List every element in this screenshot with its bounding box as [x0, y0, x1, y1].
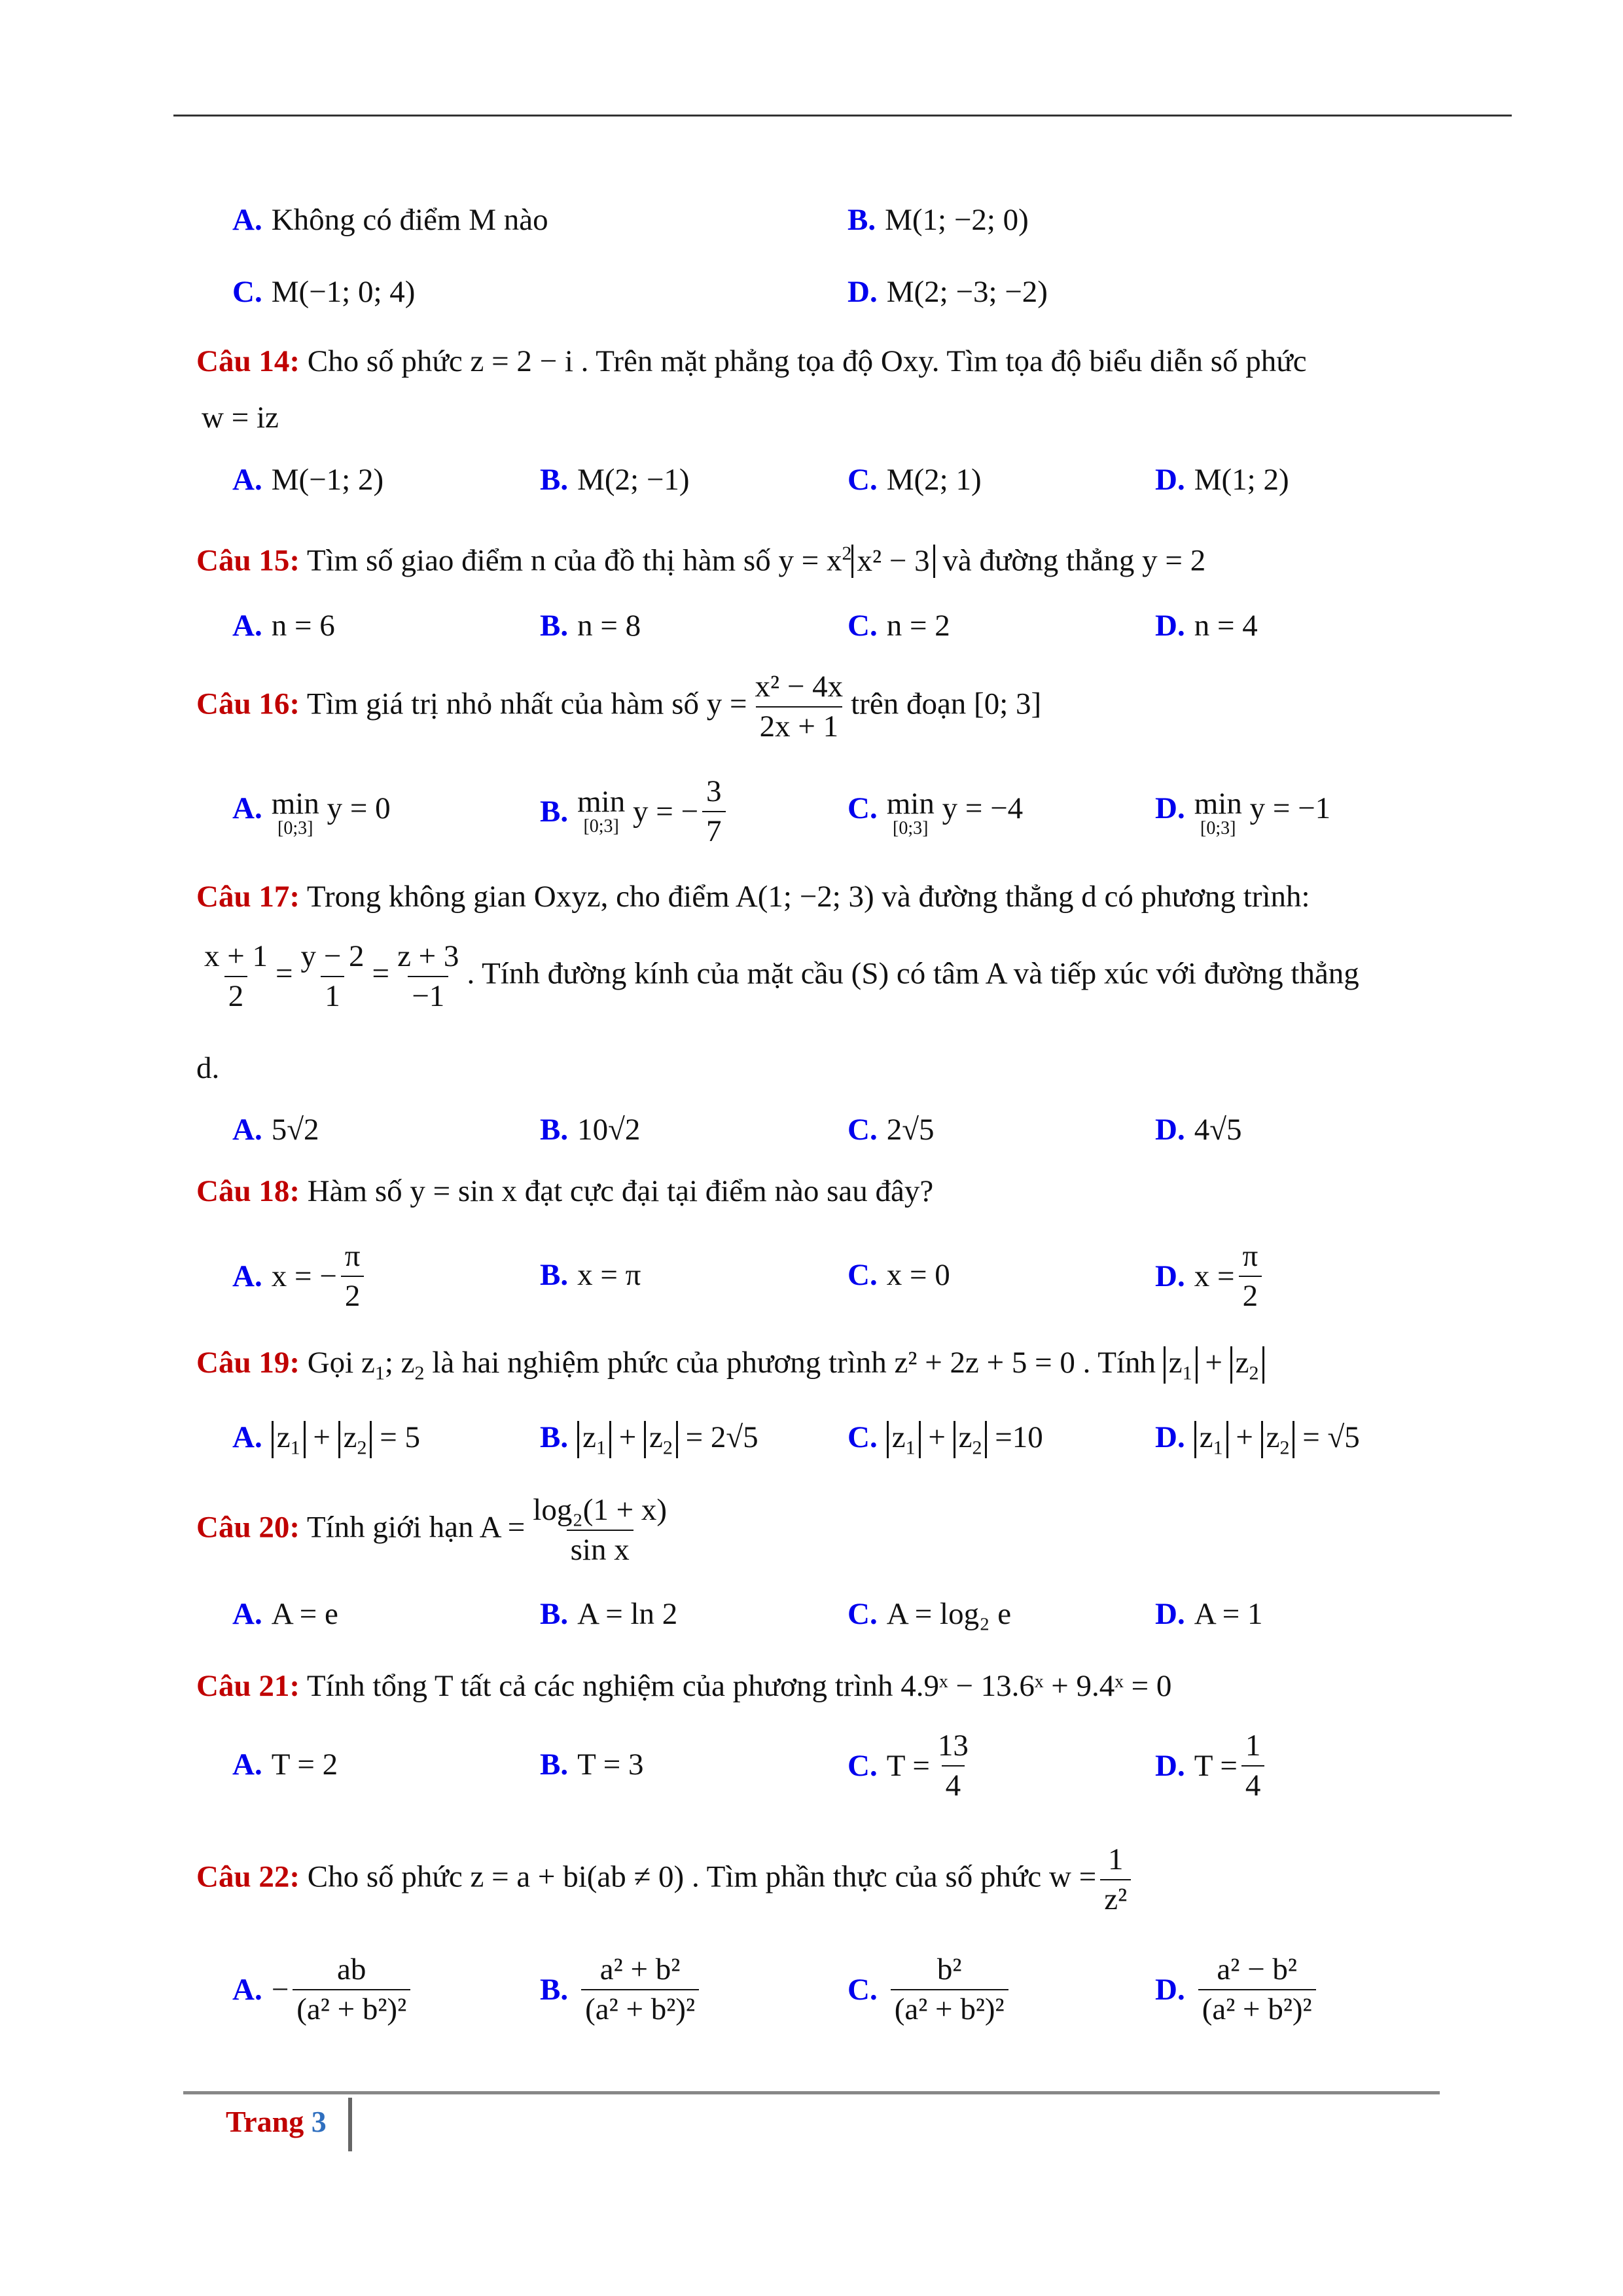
- q19-option-c: C. $z_1 + z_2 =10$: [847, 1420, 1043, 1459]
- q13-option-d: D. M(2; −3; −2): [847, 275, 1048, 309]
- q19-option-b: B. $z_1 + z_2 = 2√5$: [540, 1420, 758, 1459]
- q18-option-d: D. x = $\frac{\pi}{2}$: [1155, 1237, 1266, 1316]
- q22-option-a: A. − $\frac{ab}{\text{(a² + b²)²}}$: [232, 1950, 414, 2029]
- q21-option-a: A. T = 2: [232, 1748, 338, 1782]
- q14-option-b: B. M(2; −1): [540, 463, 690, 497]
- header-rule: [173, 115, 1512, 117]
- q20-option-b: B. A = ln 2: [540, 1597, 678, 1631]
- question-21: Câu 21: Tính tổng T tất cả các nghiệm của phương trình 4.9ˣ − 13.6ˣ + 9.4ˣ = 0: [196, 1669, 1172, 1703]
- q19-option-d: D. $z_1 + z_2 = √5$: [1155, 1420, 1360, 1459]
- footer-divider: [348, 2098, 352, 2151]
- q16-option-d: D. min [0;3] y = −1: [1155, 787, 1331, 838]
- question-17-end: d.: [196, 1051, 220, 1085]
- q22-option-b: B. $\frac{\text{a² + b²}}{\text{(a² + b²)²}}$: [540, 1950, 703, 2029]
- question-14: Câu 14: Cho số phức z = 2 − i . Trên mặt phẳng tọa độ Oxy. Tìm tọa độ biểu diễn số phức: [196, 344, 1307, 378]
- q17-option-c: C. 2√5: [847, 1113, 935, 1147]
- question-22: Câu 22: Cho số phức z = a + bi(ab ≠ 0) . Tìm phần thực của số phức w = $\frac{1}{\text{z²}}$: [196, 1840, 1135, 1919]
- question-15: Câu 15: Tìm số giao điểm n của đồ thị hàm số $y = x^2$ x² − 3 và đường thẳng y = 2: [196, 543, 1206, 578]
- question-16: Câu 16: Tìm giá trị nhỏ nhất của hàm số y = $\frac{\text{x² − 4x}}{2x + 1}$ trên đoạn [0; 3]: [196, 668, 1041, 746]
- q20-option-d: D. A = 1: [1155, 1597, 1263, 1631]
- question-20: Câu 20: Tính giới hạn A = $\frac{\text{log₂(1 + x)}}{\text{sin x}}$: [196, 1491, 675, 1570]
- q14-option-c: C. M(2; 1): [847, 463, 982, 497]
- q22-option-c: C. $\frac{\text{b²}}{\text{(a² + b²)²}}$: [847, 1950, 1012, 2029]
- q13-option-c: C. M(−1; 0; 4): [232, 275, 416, 309]
- q22-option-d: D. $\frac{\text{a² − b²}}{\text{(a² + b²)²}}$: [1155, 1950, 1320, 2029]
- q18-option-b: B. x = π: [540, 1258, 641, 1292]
- q15-option-d: D. n = 4: [1155, 609, 1258, 643]
- q20-option-c: C. A = log₂ e: [847, 1597, 1012, 1631]
- q21-option-b: B. T = 3: [540, 1748, 644, 1782]
- q15-option-c: C. n = 2: [847, 609, 950, 643]
- q16-option-c: C. min [0;3] y = −4: [847, 787, 1024, 838]
- q21-option-d: D. T = $\frac{1}{4}$: [1155, 1727, 1268, 1805]
- q14-option-a: A. M(−1; 2): [232, 463, 384, 497]
- q16-option-b: B. min [0;3] y = − $\frac{3}{7}$: [540, 772, 730, 851]
- q15-option-a: A. n = 6: [232, 609, 335, 643]
- question-17: Câu 17: Trong không gian Oxyz, cho điểm A(1; −2; 3) và đường thẳng d có phương trình:: [196, 880, 1310, 914]
- q15-option-b: B. n = 8: [540, 609, 641, 643]
- question-19: Câu 19: Gọi $z_1$; $z_2$ là hai nghiệm phức của phương trình z² + 2z + 5 = 0 . Tính $z_1 + z_2$: [196, 1343, 1264, 1393]
- q16-option-a: A. min [0;3] y = 0: [232, 787, 391, 838]
- q13-option-a: A. Không có điểm M nào: [232, 203, 548, 237]
- q18-option-a: A. x = − $\frac{\pi}{2}$: [232, 1237, 368, 1316]
- q17-option-a: A. 5√2: [232, 1113, 319, 1147]
- q14-option-d: D. M(1; 2): [1155, 463, 1289, 497]
- q21-option-c: C. T = $\frac{13}{4}$: [847, 1727, 976, 1805]
- q16-fraction: $\frac{\text{x² − 4x}}{2x + 1}$: [751, 668, 847, 746]
- question-18: Câu 18: Hàm số y = sin x đạt cực đại tại điểm nào sau đây?: [196, 1174, 934, 1208]
- footer-rule: [183, 2091, 1440, 2094]
- q17-option-b: B. 10√2: [540, 1113, 641, 1147]
- q19-option-a: A. $z_1 + z_2 = 5$: [232, 1420, 420, 1459]
- page-number: Trang 3: [226, 2105, 327, 2138]
- question-17-cont: $\frac{x + 1}{2}$ = $\frac{y - 2}{1}$ = $\frac{z + 3}{-1}$ . Tính đường kính của mặt cầu (S) có tâm A và tiếp xúc với đường thẳng: [196, 937, 1359, 1016]
- question-14-cont: w = iz: [202, 401, 279, 435]
- q13-option-b: B. M(1; −2; 0): [847, 203, 1029, 237]
- q18-option-c: C. x = 0: [847, 1258, 950, 1292]
- q17-option-d: D. 4√5: [1155, 1113, 1242, 1147]
- q20-option-a: A. A = e: [232, 1597, 338, 1631]
